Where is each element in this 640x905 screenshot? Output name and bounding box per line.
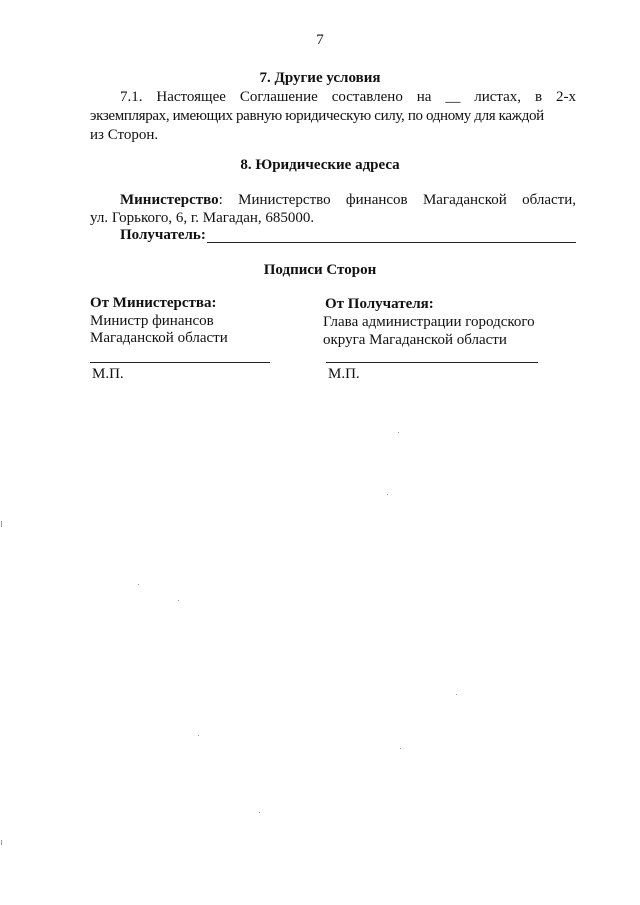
address-word: финансов: [345, 192, 408, 208]
sheet-count-blank: __: [445, 89, 461, 105]
section7-paragraph-line2: экземплярах, имеющих равную юридическую силу, по одному для каждой: [90, 108, 544, 124]
scan-speck: [198, 735, 199, 736]
ministry-address-line1: [120, 192, 576, 209]
scan-speck: [387, 494, 388, 495]
scan-edge-mark: [1, 840, 2, 845]
section8-heading: 8. Юридические адреса: [240, 157, 400, 173]
para-word: в: [534, 89, 543, 105]
recipient-label: Получатель:: [120, 227, 206, 243]
para-word: 7.1.: [120, 89, 143, 105]
left-party-region: Магаданской области: [90, 330, 228, 346]
para-word: листах,: [474, 89, 522, 105]
scan-edge-mark: [1, 521, 2, 527]
right-party-title: От Получателя:: [325, 296, 434, 312]
left-stamp-mark: М.П.: [92, 366, 124, 382]
scan-speck: [259, 812, 260, 813]
right-stamp-mark: М.П.: [328, 366, 360, 382]
scan-speck: [138, 584, 139, 585]
right-party-region: округа Магаданской области: [323, 332, 507, 348]
scan-speck: [398, 432, 399, 433]
left-signature-line: [90, 362, 270, 363]
para-word: Настоящее: [156, 89, 226, 105]
scan-speck: [456, 694, 457, 695]
signatures-heading: Подписи Сторон: [263, 262, 377, 278]
recipient-fill-line: [207, 242, 576, 243]
right-party-position: Глава администрации городского: [323, 314, 535, 330]
left-party-position: Министр финансов: [90, 313, 214, 329]
right-signature-line: [326, 362, 538, 363]
ministry-label-group: Министерство:: [120, 192, 223, 208]
scan-speck: [400, 748, 401, 749]
ministry-address-line2: ул. Горького, 6, г. Магадан, 685000.: [90, 210, 315, 226]
section7-paragraph-line1: [120, 89, 576, 106]
section7-heading: 7. Другие условия: [259, 70, 381, 86]
para-word: на: [416, 89, 432, 105]
address-word: области,: [522, 192, 576, 208]
left-party-title: От Министерства:: [90, 295, 217, 311]
ministry-label: Министерство: [120, 192, 219, 208]
address-word: Магаданской: [422, 192, 507, 208]
para-word: Соглашение: [239, 89, 318, 105]
page-number: 7: [316, 32, 324, 48]
para-word: составлено: [331, 89, 403, 105]
address-word: Министерство: [238, 192, 331, 208]
section7-paragraph-line3: из Сторон.: [90, 127, 159, 143]
scan-speck: [178, 600, 179, 601]
para-word: 2-х: [555, 89, 576, 105]
